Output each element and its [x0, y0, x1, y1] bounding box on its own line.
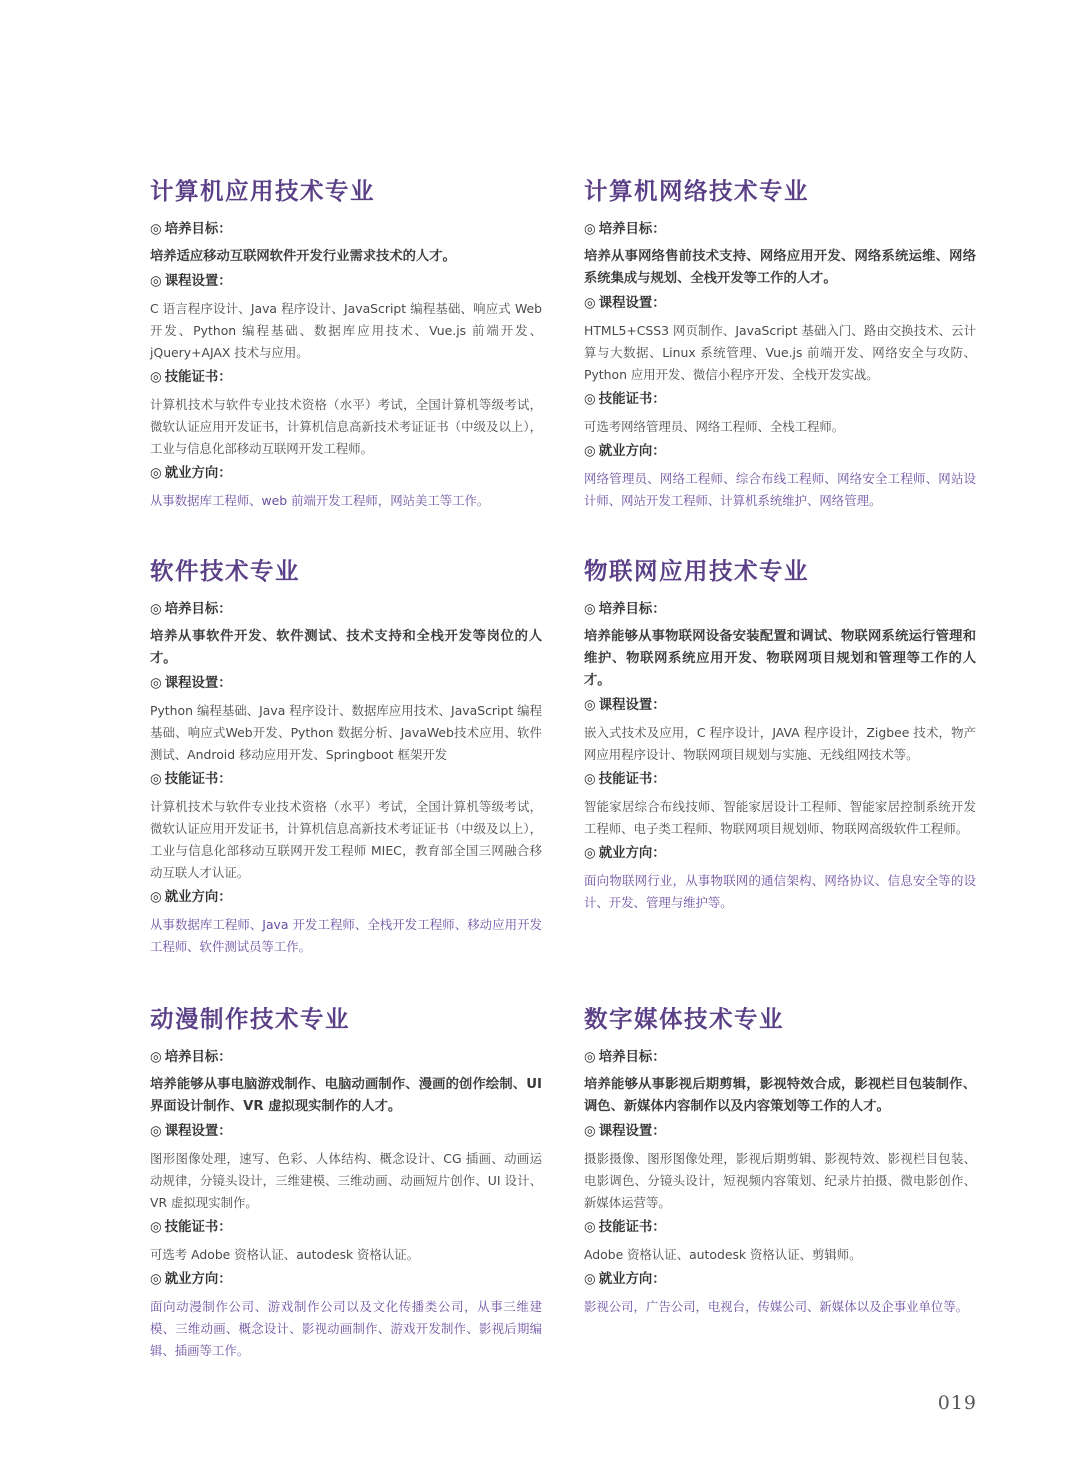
- certs-text: Adobe 资格认证、autodesk 资格认证、剪辑师。: [584, 1247, 862, 1262]
- courses-label: [150, 1122, 542, 1141]
- goal-label-text: 培养目标：: [164, 222, 232, 237]
- circle-icon: ◎: [150, 1124, 162, 1139]
- courses-text: C 语言程序设计、Java 程序设计、JavaScript 编程基础、响应式 Web 开发、Python 编程基础、数据库应用技术、Vue.js 前端开发、jQuery+AJAX 技术与应用。: [150, 301, 542, 360]
- circle-icon: ◎: [150, 1272, 162, 1287]
- circle-icon: ◎: [150, 370, 162, 385]
- certs-text: 计算机技术与软件专业技术资格（水平）考试，全国计算机等级考试，微软认证应用开发证书，计算机信息高新技术考证证书（中级及以上），工业与信息化部移动互联网开发工程师 MIEC，教育部全国三网融合移动互联人才认证。: [150, 799, 542, 880]
- careers-text: 面向动漫制作公司、游戏制作公司以及文化传播类公司，从事三维建模、三维动画、概念设计、影视动画制作、游戏开发制作、影视后期编辑、插画等工作。: [150, 1299, 542, 1358]
- circle-icon: ◎: [150, 602, 162, 617]
- careers-label-text: 就业方向：: [164, 890, 232, 905]
- courses-text: HTML5+CSS3 网页制作、JavaScript 基础入门、路由交换技术、云计算与大数据、Linux 系统管理、Vue.js 前端开发、网络安全与攻防、Python 应用开发、微信小程序开发、全栈开发实战。: [584, 323, 976, 382]
- goal-label-text: 培养目标：: [598, 1050, 666, 1065]
- certs-label: [584, 390, 976, 409]
- circle-icon: ◎: [150, 772, 162, 787]
- page-number: 019: [937, 1392, 977, 1414]
- circle-icon: ◎: [150, 466, 162, 481]
- careers-text: 从事数据库工程师、Java 开发工程师、全栈开发工程师、移动应用开发工程师、软件测试员等工作。: [150, 917, 542, 954]
- circle-icon: ◎: [150, 1050, 162, 1065]
- certs-text: 可选考网络管理员、网络工程师、全栈工程师。: [584, 419, 845, 434]
- goal-label-text: 培养目标：: [164, 1050, 232, 1065]
- careers-label: [150, 888, 542, 907]
- courses-label-text: 课程设置：: [598, 296, 666, 311]
- circle-icon: ◎: [584, 444, 596, 459]
- major-title: 计算机应用技术专业: [150, 177, 375, 205]
- courses-text: 嵌入式技术及应用，C 程序设计，JAVA 程序设计，Zigbee 技术，物产网应用程序设计、物联网项目规划与实施、无线组网技术等。: [584, 725, 976, 762]
- goal-text: 培养能够从事物联网设备安装配置和调试、物联网系统运行管理和维护、物联网系统应用开发、物联网项目规划和管理等工作的人才。: [584, 629, 976, 688]
- major-block-software: [150, 556, 542, 962]
- certs-label: [150, 1218, 542, 1237]
- major-block-digital-media: [584, 1004, 976, 1322]
- careers-text: 网络管理员、网络工程师、综合布线工程师、网络安全工程师、网站设计师、网站开发工程师、计算机系统维护、网络管理。: [584, 471, 976, 508]
- courses-text: Python 编程基础、Java 程序设计、数据库应用技术、JavaScript 编程基础、响应式Web开发、Python 数据分析、JavaWeb技术应用、软件测试、Android 移动应用开发、Springboot 框架开发: [150, 703, 542, 762]
- goal-label: [584, 220, 976, 239]
- courses-label-text: 课程设置：: [598, 698, 666, 713]
- goal-label: [150, 220, 542, 239]
- courses-text: 摄影摄像、图形图像处理，影视后期剪辑、影视特效、影视栏目包装、电影调色、分镜头设计，短视频内容策划、纪录片拍摄、微电影创作、新媒体运营等。: [584, 1151, 976, 1210]
- goal-text: 培养能够从事影视后期剪辑，影视特效合成，影视栏目包装制作、调色、新媒体内容制作以及内容策划等工作的人才。: [584, 1077, 976, 1114]
- goal-text: 培养从事软件开发、软件测试、技术支持和全栈开发等岗位的人才。: [150, 629, 542, 666]
- goal-label: [584, 600, 976, 619]
- major-title: 计算机网络技术专业: [584, 177, 809, 205]
- courses-label-text: 课程设置：: [164, 676, 232, 691]
- circle-icon: ◎: [150, 676, 162, 691]
- certs-label-text: 技能证书：: [598, 772, 666, 787]
- careers-label-text: 就业方向：: [164, 1272, 232, 1287]
- certs-label-text: 技能证书：: [164, 370, 232, 385]
- careers-label-text: 就业方向：: [598, 846, 666, 861]
- circle-icon: ◎: [584, 846, 596, 861]
- careers-label: [150, 1270, 542, 1289]
- certs-text: 可选考 Adobe 资格认证、autodesk 资格认证。: [150, 1247, 420, 1262]
- goal-label-text: 培养目标：: [598, 222, 666, 237]
- careers-label: [584, 442, 976, 461]
- careers-text: 面向物联网行业，从事物联网的通信架构、网络协议、信息安全等的设计、开发、管理与维护等。: [584, 873, 976, 910]
- goal-text: 培养能够从事电脑游戏制作、电脑动画制作、漫画的创作绘制、UI 界面设计制作、VR 虚拟现实制作的人才。: [150, 1077, 542, 1114]
- courses-text: 图形图像处理，速写、色彩、人体结构、概念设计、CG 插画、动画运动规律，分镜头设计，三维建模、三维动画、动画短片创作、UI 设计、VR 虚拟现实制作。: [150, 1151, 542, 1210]
- major-block-iot: [584, 556, 976, 918]
- careers-label-text: 就业方向：: [598, 1272, 666, 1287]
- goal-label-text: 培养目标：: [598, 602, 666, 617]
- goal-label: [584, 1048, 976, 1067]
- goal-label-text: 培养目标：: [164, 602, 232, 617]
- circle-icon: ◎: [584, 698, 596, 713]
- certs-label: [584, 770, 976, 789]
- major-title: 物联网应用技术专业: [584, 557, 809, 585]
- courses-label-text: 课程设置：: [164, 1124, 232, 1139]
- circle-icon: ◎: [150, 1220, 162, 1235]
- circle-icon: ◎: [584, 1272, 596, 1287]
- circle-icon: ◎: [584, 222, 596, 237]
- major-block-computer-network: [584, 176, 976, 516]
- major-title: 动漫制作技术专业: [150, 1005, 350, 1033]
- circle-icon: ◎: [584, 392, 596, 407]
- circle-icon: ◎: [584, 772, 596, 787]
- circle-icon: ◎: [584, 296, 596, 311]
- circle-icon: ◎: [150, 890, 162, 905]
- circle-icon: ◎: [150, 274, 162, 289]
- major-title: 数字媒体技术专业: [584, 1005, 784, 1033]
- goal-text: 培养适应移动互联网软件开发行业需求技术的人才。: [150, 249, 456, 264]
- circle-icon: ◎: [584, 1124, 596, 1139]
- careers-label-text: 就业方向：: [164, 466, 232, 481]
- goal-text: 培养从事网络售前技术支持、网络应用开发、网络系统运维、网络系统集成与规划、全栈开发等工作的人才。: [584, 249, 976, 286]
- goal-label: [150, 600, 542, 619]
- certs-text: 智能家居综合布线技师、智能家居设计工程师、智能家居控制系统开发工程师、电子类工程师、物联网项目规划师、物联网高级软件工程师。: [584, 799, 976, 836]
- circle-icon: ◎: [150, 222, 162, 237]
- circle-icon: ◎: [584, 1220, 596, 1235]
- careers-label: [584, 1270, 976, 1289]
- courses-label: [584, 696, 976, 715]
- certs-label: [150, 770, 542, 789]
- courses-label-text: 课程设置：: [598, 1124, 666, 1139]
- circle-icon: ◎: [584, 1050, 596, 1065]
- certs-label-text: 技能证书：: [598, 1220, 666, 1235]
- certs-label-text: 技能证书：: [598, 392, 666, 407]
- major-block-computer-application: [150, 176, 542, 516]
- courses-label: [584, 294, 976, 313]
- careers-label: [584, 844, 976, 863]
- certs-label-text: 技能证书：: [164, 1220, 232, 1235]
- goal-label: [150, 1048, 542, 1067]
- courses-label: [150, 272, 542, 291]
- major-title: 软件技术专业: [150, 557, 300, 585]
- circle-icon: ◎: [584, 602, 596, 617]
- courses-label: [584, 1122, 976, 1141]
- certs-text: 计算机技术与软件专业技术资格（水平）考试，全国计算机等级考试，微软认证应用开发证书，计算机信息高新技术考证证书（中级及以上），工业与信息化部移动互联网开发工程师。: [150, 397, 542, 456]
- careers-label: [150, 464, 542, 483]
- careers-text: 从事数据库工程师、web 前端开发工程师，网站美工等工作。: [150, 493, 490, 508]
- certs-label: [150, 368, 542, 387]
- certs-label: [584, 1218, 976, 1237]
- certs-label-text: 技能证书：: [164, 772, 232, 787]
- courses-label: [150, 674, 542, 693]
- careers-text: 影视公司，广告公司，电视台，传媒公司、新媒体以及企事业单位等。: [584, 1299, 969, 1314]
- major-block-animation: [150, 1004, 542, 1366]
- courses-label-text: 课程设置：: [164, 274, 232, 289]
- careers-label-text: 就业方向：: [598, 444, 666, 459]
